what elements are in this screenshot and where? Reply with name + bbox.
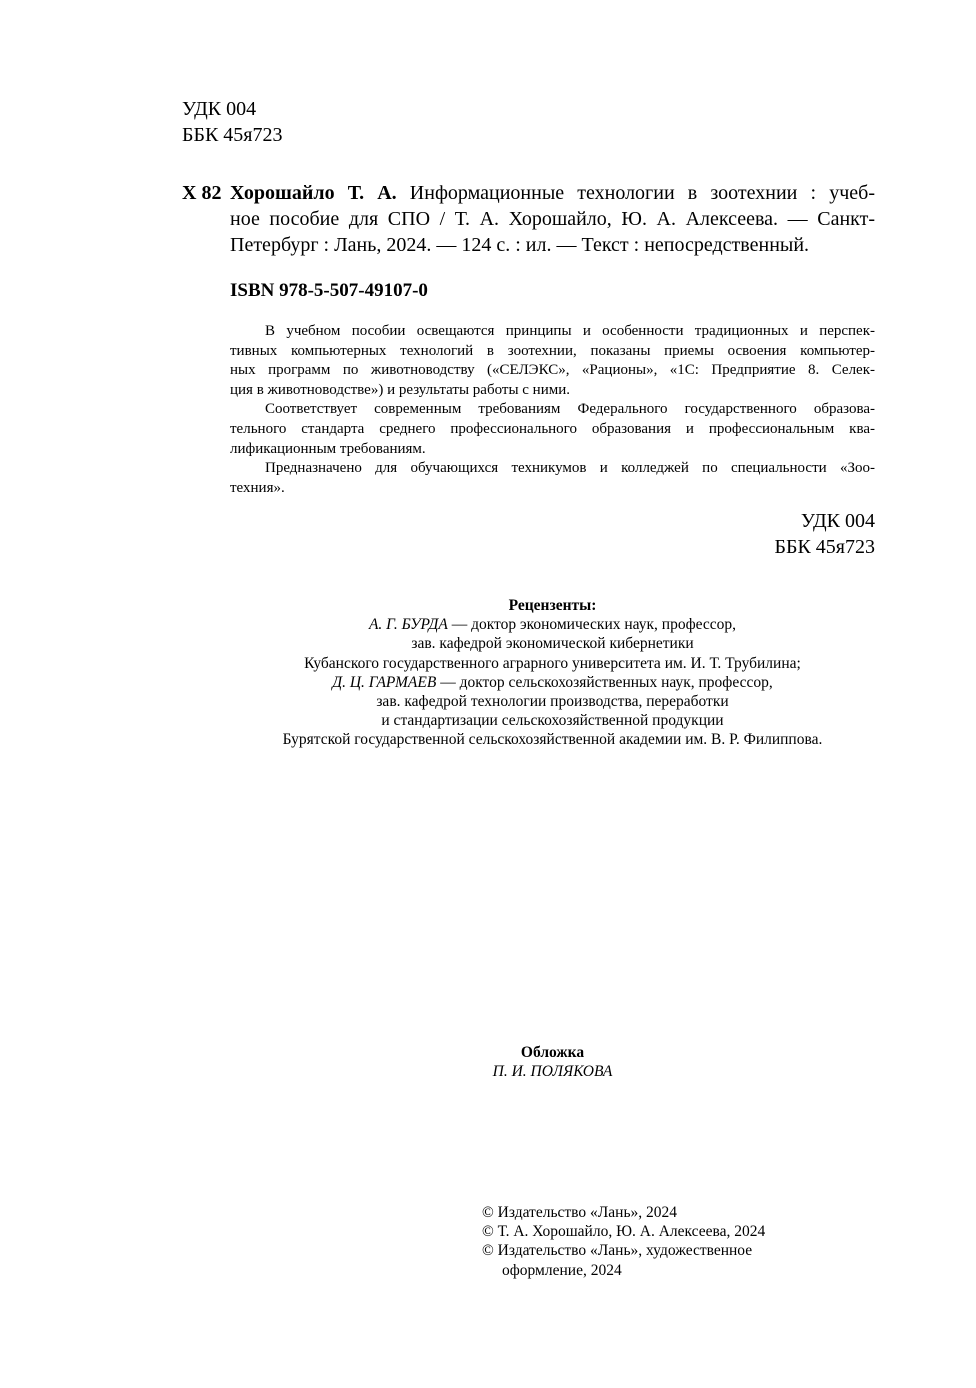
isbn: ISBN 978-5-507-49107-0 (230, 280, 428, 301)
reviewer-1-line-3: Кубанского государственного аграрного университета им. И. Т. Трубилина; (304, 654, 801, 672)
copyright-line: © Издательство «Лань», художественное (482, 1242, 753, 1260)
copyright-line: © Издательство «Лань», 2024 (482, 1204, 678, 1221)
reviewer-1-degree: — доктор экономических наук, профессор, (447, 616, 737, 634)
reviewer-1-line-2: зав. кафедрой экономической кибернетики (411, 635, 694, 653)
annotation-p2-line: Соответствует современным требованиям Федерального государственного образова- (265, 401, 875, 418)
reviewer-2-line-1 (230, 673, 875, 692)
classification-top (182, 96, 283, 148)
annotation-p3-line: Предназначено для обучающихся техникумов и колледжей по специальности «Зоо- (265, 460, 875, 477)
copyright-line: © Т. А. Хорошайло, Ю. А. Алексеева, 2024 (482, 1223, 766, 1241)
bbk-code: ББК 45я723 (182, 124, 283, 146)
classification-bottom (700, 508, 875, 560)
bib-title: Информационные технологии в зоотехнии : учеб- (396, 182, 875, 204)
annotation-p1-line: ция в животноводстве») и результаты работы с ними. (230, 381, 571, 398)
author-mark: Х 82 (182, 182, 222, 204)
annotation-p1-line: ных программ по животноводству («СЕЛЭКС», «Рационы», «1С: Предприятие 8. Селек- (230, 362, 875, 379)
copyright-line: оформление, 2024 (502, 1261, 622, 1279)
annotation-p3-line: техния». (230, 479, 285, 496)
udk-code: УДК 004 (182, 98, 257, 120)
reviewer-2-line-2: зав. кафедрой технологии производства, переработки (376, 693, 729, 711)
cover-designer: П. И. ПОЛЯКОВА (492, 1063, 613, 1081)
bib-line-1 (230, 180, 875, 206)
annotation-p1-line: тивных компьютерных технологий в зоотехнии, показаны приемы освоения компьютер- (230, 342, 875, 359)
reviewer-1-line-1 (230, 615, 875, 634)
annotation-p2-line: лификационным требованиям. (230, 440, 426, 457)
copyright-block (482, 1203, 765, 1280)
cover-title: Обложка (520, 1044, 585, 1061)
annotation-p1-line: В учебном пособии освещаются принципы и особенности традиционных и перспек- (265, 323, 875, 339)
bibliographic-description (230, 180, 875, 258)
reviewer-2-line-4: Бурятской государственной сельскохозяйственной академии им. В. Р. Филиппова. (282, 731, 823, 749)
reviewer-2-name: Д. Ц. ГАРМАЕВ (332, 673, 437, 691)
udk-code: УДК 004 (800, 510, 875, 532)
reviewers-block (230, 596, 875, 750)
annotation-p2-line: тельного стандарта среднего профессионального образования и профессиональным ква- (230, 420, 875, 437)
reviewers-title: Рецензенты: (508, 597, 597, 614)
reviewer-1-name: А. Г. БУРДА (368, 616, 448, 634)
bib-line-3: Петербург : Лань, 2024. — 124 с. : ил. — Текст : непосредственный. (230, 234, 810, 256)
annotation (230, 322, 875, 498)
bib-line-2: ное пособие для СПО / Т. А. Хорошайло, Ю. А. Алексеева. — Санкт- (230, 208, 875, 230)
bib-author: Хорошайло Т. А. (230, 182, 397, 204)
bbk-code: ББК 45я723 (774, 536, 875, 558)
cover-credit (400, 1043, 705, 1081)
reviewer-2-line-3: и стандартизации сельскохозяйственной продукции (381, 712, 724, 730)
reviewer-2-degree: — доктор сельскохозяйственных наук, профессор, (436, 673, 773, 691)
